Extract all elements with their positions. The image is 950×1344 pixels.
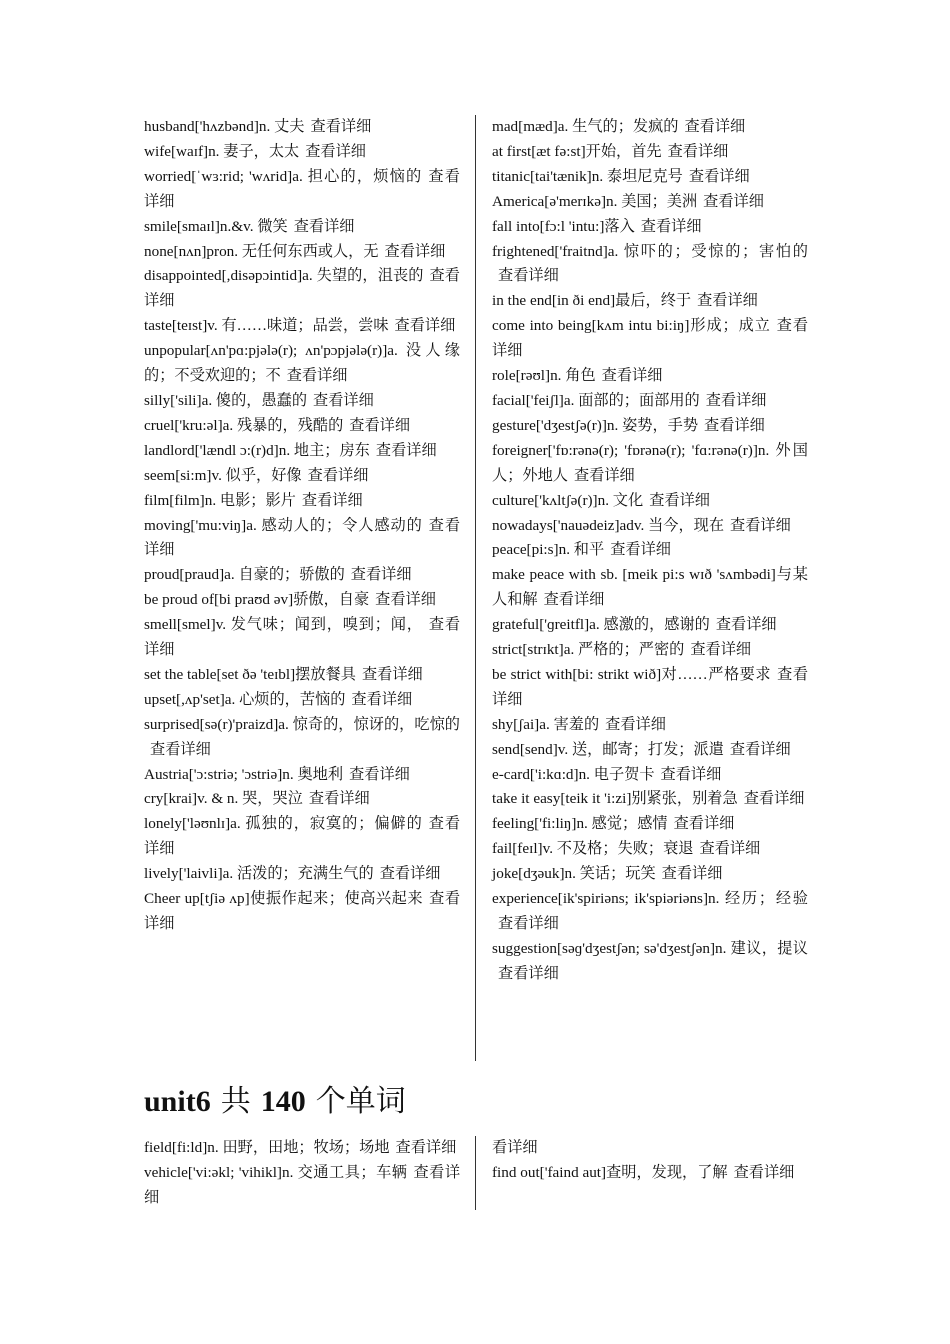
view-details-link[interactable]: 查看详细 [605, 715, 666, 733]
vocab-text: role[rəʊl]n. 角色 [492, 367, 596, 385]
vocab-entry [144, 663, 460, 688]
view-details-link[interactable]: 查看详细 [310, 118, 372, 135]
vocab-entry [492, 240, 808, 290]
vocab-text: moving['mu:viŋ]a. 感动人的；令人感动的 [144, 516, 423, 534]
vocab-text: suggestion[səɡ'dʒestʃən; sə'dʒestʃən]n. 建议，提议 [492, 939, 808, 957]
vocab-text: make peace with sb. [meik pi:s wɪð 'sʌmbədi]与某人和解 [492, 566, 808, 609]
vocab-entry [144, 787, 460, 812]
vocab-entry [492, 489, 808, 514]
vocab-text: Cheer up[tʃiə ʌp]使振作起来；使高兴起来 [144, 890, 424, 908]
view-details-link[interactable]: 查看详细 [492, 665, 809, 708]
vocab-entry [492, 763, 808, 788]
vocab-entry [492, 538, 808, 563]
view-details-link[interactable]: 查看详细 [144, 516, 461, 559]
view-details-link[interactable]: 查看详细 [293, 217, 355, 235]
vocab-entry [144, 1136, 460, 1161]
view-details-link[interactable]: 查看详细 [307, 466, 369, 484]
vocab-text: disappointed[,disəpɔintid]a. 失望的，沮丧的 [144, 267, 424, 285]
view-details-link[interactable]: 查看详细 [361, 665, 423, 683]
vocab-entry [492, 862, 808, 887]
vocab-text: unpopular[ʌn'pɑ:pjələ(r); ʌn'pɔpjələ(r)]a. 没人缘的；不受欢迎的；不 [144, 342, 460, 385]
vocab-entry [492, 439, 808, 489]
vocab-text: come into being[kʌm intu bi:iŋ]形成；成立 [492, 317, 771, 335]
vocab-text: cry[krai]v. & n. 哭，哭泣 [144, 790, 303, 808]
view-details-link[interactable]: 查看详细 [498, 915, 559, 932]
vocab-text: fail[feɪl]v. 不及格；失败；衰退 [492, 840, 694, 858]
view-details-link[interactable]: 查看详细 [375, 591, 436, 609]
vocab-text: facial['feiʃl]a. 面部的；面部用的 [492, 391, 700, 409]
vocab-text: none[nʌn]pron. 无任何东西或人，无 [144, 242, 379, 260]
vocab-text: taste[teɪst]v. 有……味道；品尝，尝味 [144, 317, 389, 335]
vocab-entry [492, 165, 808, 190]
view-details-link[interactable]: 查看详细 [313, 391, 374, 409]
vocab-text: find out['faind aut]查明，发现，了解 [492, 1163, 728, 1181]
view-details-link[interactable]: 查看详细 [649, 491, 710, 509]
vocab-entry [144, 389, 460, 414]
view-details-link[interactable]: 查看详细 [286, 367, 348, 385]
vocab-entry [144, 862, 460, 887]
vocab-text: seem[si:m]v. 似乎，好像 [144, 466, 302, 484]
view-details-link[interactable]: 查看详细 [498, 964, 559, 982]
unit-word-count: 140 [260, 1085, 306, 1118]
vocab-entry [144, 514, 460, 564]
vocab-text: smile[smaɪl]n.&v. 微笑 [144, 217, 288, 235]
view-details-link[interactable]: 查看详细 [492, 317, 809, 360]
left-column-section2 [144, 1136, 460, 1211]
vocab-text: field[fi:ld]n. 田野，田地；牧场；场地 [144, 1139, 390, 1156]
view-details-link[interactable]: 查看详细 [715, 616, 777, 634]
view-details-link[interactable]: 查看详细 [601, 367, 663, 385]
view-details-link[interactable]: 查看详细 [640, 217, 702, 235]
view-details-link[interactable]: 查看详细 [349, 765, 410, 783]
view-details-link[interactable]: 查看详细 [730, 516, 791, 534]
unit-suffix: 个单词 [315, 1085, 406, 1118]
vocab-text: be strict with[bi: strikt wið]对……严格要求 [492, 665, 772, 683]
vocab-text: Austria['ɔ:striə; 'ɔstriə]n. 奥地利 [144, 765, 344, 783]
view-details-link[interactable]: 查看详细 [610, 541, 671, 559]
vocab-text: strict[strɪkt]a. 严格的；严密的 [492, 641, 685, 659]
vocab-text: in the end[in ði end]最后，终于 [492, 292, 692, 310]
vocab-text: surprised[sə(r)'praizd]a. 惊奇的，惊讶的，吃惊的 [144, 715, 460, 733]
view-details-link[interactable]: 查看详细 [379, 865, 441, 883]
vocab-entry [144, 464, 460, 489]
view-details-link[interactable]: 查看详细 [349, 416, 411, 434]
view-details-link[interactable]: 查看详细 [305, 142, 366, 160]
view-details-link[interactable]: 查看详细 [150, 740, 211, 758]
vocab-entry [492, 713, 808, 738]
vocab-text: upset[,ʌp'set]a. 心烦的，苦恼的 [144, 690, 346, 708]
view-details-link[interactable]: 查看详细 [690, 641, 752, 659]
vocab-text: nowadays['nauədeiz]adv. 当今，现在 [492, 516, 725, 534]
column-divider-2 [475, 1136, 476, 1210]
view-details-link[interactable]: 查看详细 [660, 765, 722, 783]
continued-more-link[interactable]: 看详细 [492, 1139, 538, 1156]
vocab-entry [492, 812, 808, 837]
vocab-text: be proud of[bi praʊd əv]骄傲，自豪 [144, 591, 370, 609]
vocab-text: culture['kʌltʃə(r)]n. 文化 [492, 491, 644, 509]
vocab-text: worried[ˈwɜ:rid; 'wʌrid]a. 担心的，烦恼的 [144, 167, 423, 185]
vocab-entry [144, 414, 460, 439]
vocab-entry [144, 215, 460, 240]
left-column-section1 [144, 115, 460, 937]
vocab-entry [144, 264, 460, 314]
vocab-text: silly['sili]a. 傻的，愚蠢的 [144, 391, 308, 409]
vocab-entry [144, 713, 460, 763]
vocab-text: titanic[tai'tænik]n. 泰坦尼克号 [492, 167, 683, 185]
vocab-text: at first[æt fə:st]开始，首先 [492, 142, 662, 160]
vocab-entry [492, 638, 808, 663]
view-details-link[interactable]: 查看详细 [573, 466, 635, 484]
vocab-text: lively['laivli]a. 活泼的；充满生气的 [144, 865, 374, 883]
vocab-text: experience[ik'spiriəns; ik'spiəriəns]n. 经历；经验 [492, 890, 808, 908]
view-details-link[interactable]: 查看详细 [733, 1163, 795, 1181]
view-details-link[interactable]: 查看详细 [697, 292, 758, 310]
view-details-link[interactable]: 查看详细 [673, 815, 735, 833]
view-details-link[interactable]: 查看详细 [144, 616, 461, 659]
vocab-entry [492, 613, 808, 638]
unit-name: unit6 [144, 1085, 211, 1118]
vocab-entry [492, 787, 808, 812]
vocab-text: peace[pi:s]n. 和平 [492, 541, 605, 559]
vocab-entry [144, 115, 460, 140]
view-details-link[interactable]: 查看详细 [729, 740, 791, 758]
view-details-link[interactable]: 查看详细 [703, 192, 764, 210]
view-details-link[interactable]: 查看详细 [498, 267, 559, 285]
vocab-entry [144, 812, 460, 862]
vocab-text: lonely['ləʊnlɪ]a. 孤独的，寂寞的；偏僻的 [144, 815, 423, 833]
vocab-text: vehicle['vi:əkl; 'vihikl]n. 交通工具；车辆 [144, 1163, 408, 1181]
vocab-text: husband['hʌzbənd]n. 丈夫 [144, 118, 305, 135]
view-details-link[interactable]: 查看详细 [144, 267, 460, 310]
vocab-entry [492, 215, 808, 240]
view-details-link[interactable]: 查看详细 [350, 566, 412, 584]
right-column-section2 [492, 1136, 808, 1186]
view-details-link[interactable]: 查看详细 [688, 167, 750, 185]
vocab-entry [492, 887, 808, 937]
view-details-link[interactable]: 查看详细 [395, 1139, 457, 1156]
vocab-entry [144, 763, 460, 788]
vocab-entry [492, 190, 808, 215]
vocab-text: frightened['fraitnd]a. 惊吓的；受惊的；害怕的 [492, 242, 808, 260]
vocab-entry [492, 140, 808, 165]
view-details-link[interactable]: 查看详细 [667, 142, 729, 160]
view-details-link[interactable]: 查看详细 [699, 840, 761, 858]
unit-gong: 共 [220, 1085, 251, 1118]
vocab-entry [492, 663, 808, 713]
vocab-text: send[send]v. 送，邮寄；打发；派遣 [492, 740, 724, 758]
vocab-entry [144, 339, 460, 389]
vocab-text: smell[smel]v. 发气味；闻到，嗅到；闻， [144, 616, 423, 634]
right-column-section1 [492, 115, 808, 987]
vocab-text: feeling['fi:liŋ]n. 感觉；感情 [492, 815, 668, 833]
vocab-entry [144, 563, 460, 588]
vocab-text: America[ə'merɪkə]n. 美国；美洲 [492, 192, 698, 210]
vocab-entry [144, 887, 460, 937]
vocab-text: wife[waɪf]n. 妻子，太太 [144, 142, 300, 160]
vocab-entry [492, 389, 808, 414]
vocab-entry [492, 314, 808, 364]
view-details-link[interactable]: 查看详细 [351, 690, 413, 708]
view-details-link[interactable]: 查看详细 [743, 790, 805, 808]
view-details-link[interactable]: 查看详细 [384, 242, 446, 260]
vocab-text: mad[mæd]a. 生气的；发疯的 [492, 118, 679, 135]
vocab-entry [144, 314, 460, 339]
vocab-entry [492, 289, 808, 314]
vocab-entry [144, 165, 460, 215]
unit-heading [144, 1082, 416, 1122]
view-details-link[interactable]: 查看详细 [704, 416, 765, 434]
view-details-link[interactable]: 查看详细 [394, 317, 456, 335]
vocab-text: set the table[set ðə 'teɪbl]摆放餐具 [144, 665, 356, 683]
vocab-text: cruel['kru:əl]a. 残暴的，残酷的 [144, 416, 344, 434]
vocab-entry [492, 414, 808, 439]
vocab-entry [144, 439, 460, 464]
view-details-link[interactable]: 查看详细 [144, 167, 460, 210]
vocab-text: take it easy[teik it 'i:zi]别紧张，别着急 [492, 790, 738, 808]
vocab-text: e-card['i:kɑ:d]n. 电子贺卡 [492, 765, 655, 783]
vocab-text: proud[praud]a. 自豪的；骄傲的 [144, 566, 345, 584]
view-details-link[interactable]: 查看详细 [144, 1163, 461, 1206]
vocab-text: landlord['lændl ɔ:(r)d]n. 地主；房东 [144, 441, 370, 459]
vocab-entry [492, 1161, 808, 1186]
vocab-text: grateful['ɡreitfl]a. 感激的，感谢的 [492, 616, 710, 634]
vocab-text: foreigner['fɒ:rənə(r); 'fɒrənə(r); 'fɑ:rənə(r)]n. 外国人；外地人 [492, 441, 808, 484]
vocab-entry [144, 240, 460, 265]
vocab-entry [492, 514, 808, 539]
vocab-text: film[film]n. 电影；影片 [144, 491, 296, 509]
view-details-link[interactable]: 查看详细 [301, 491, 363, 509]
vocab-entry [144, 588, 460, 613]
vocab-entry [492, 738, 808, 763]
view-details-link[interactable]: 查看详细 [684, 118, 746, 135]
vocab-text: gesture['dʒestʃə(r)]n. 姿势，手势 [492, 416, 699, 434]
view-details-link[interactable]: 查看详细 [144, 890, 460, 932]
vocab-text: shy[ʃai]a. 害羞的 [492, 715, 600, 733]
view-details-link[interactable]: 查看详细 [375, 441, 437, 459]
vocab-entry [492, 115, 808, 140]
view-details-link[interactable]: 查看详细 [661, 865, 723, 883]
view-details-link[interactable]: 查看详细 [543, 591, 605, 609]
vocab-entry [492, 837, 808, 862]
vocab-entry [144, 489, 460, 514]
vocab-entry [144, 1161, 460, 1211]
view-details-link[interactable]: 查看详细 [308, 790, 370, 808]
vocab-entry [492, 364, 808, 389]
column-divider [475, 115, 476, 1061]
vocab-entry [492, 937, 808, 987]
vocab-text: fall into[fɔ:l 'intu:]落入 [492, 217, 635, 235]
vocab-entry [144, 688, 460, 713]
view-details-link[interactable]: 查看详细 [144, 815, 461, 858]
vocab-text: joke[dʒəuk]n. 笑话；玩笑 [492, 865, 656, 883]
vocab-entry [144, 140, 460, 165]
vocab-entry [144, 613, 460, 663]
vocab-entry [492, 563, 808, 613]
view-details-link[interactable]: 查看详细 [705, 391, 767, 409]
